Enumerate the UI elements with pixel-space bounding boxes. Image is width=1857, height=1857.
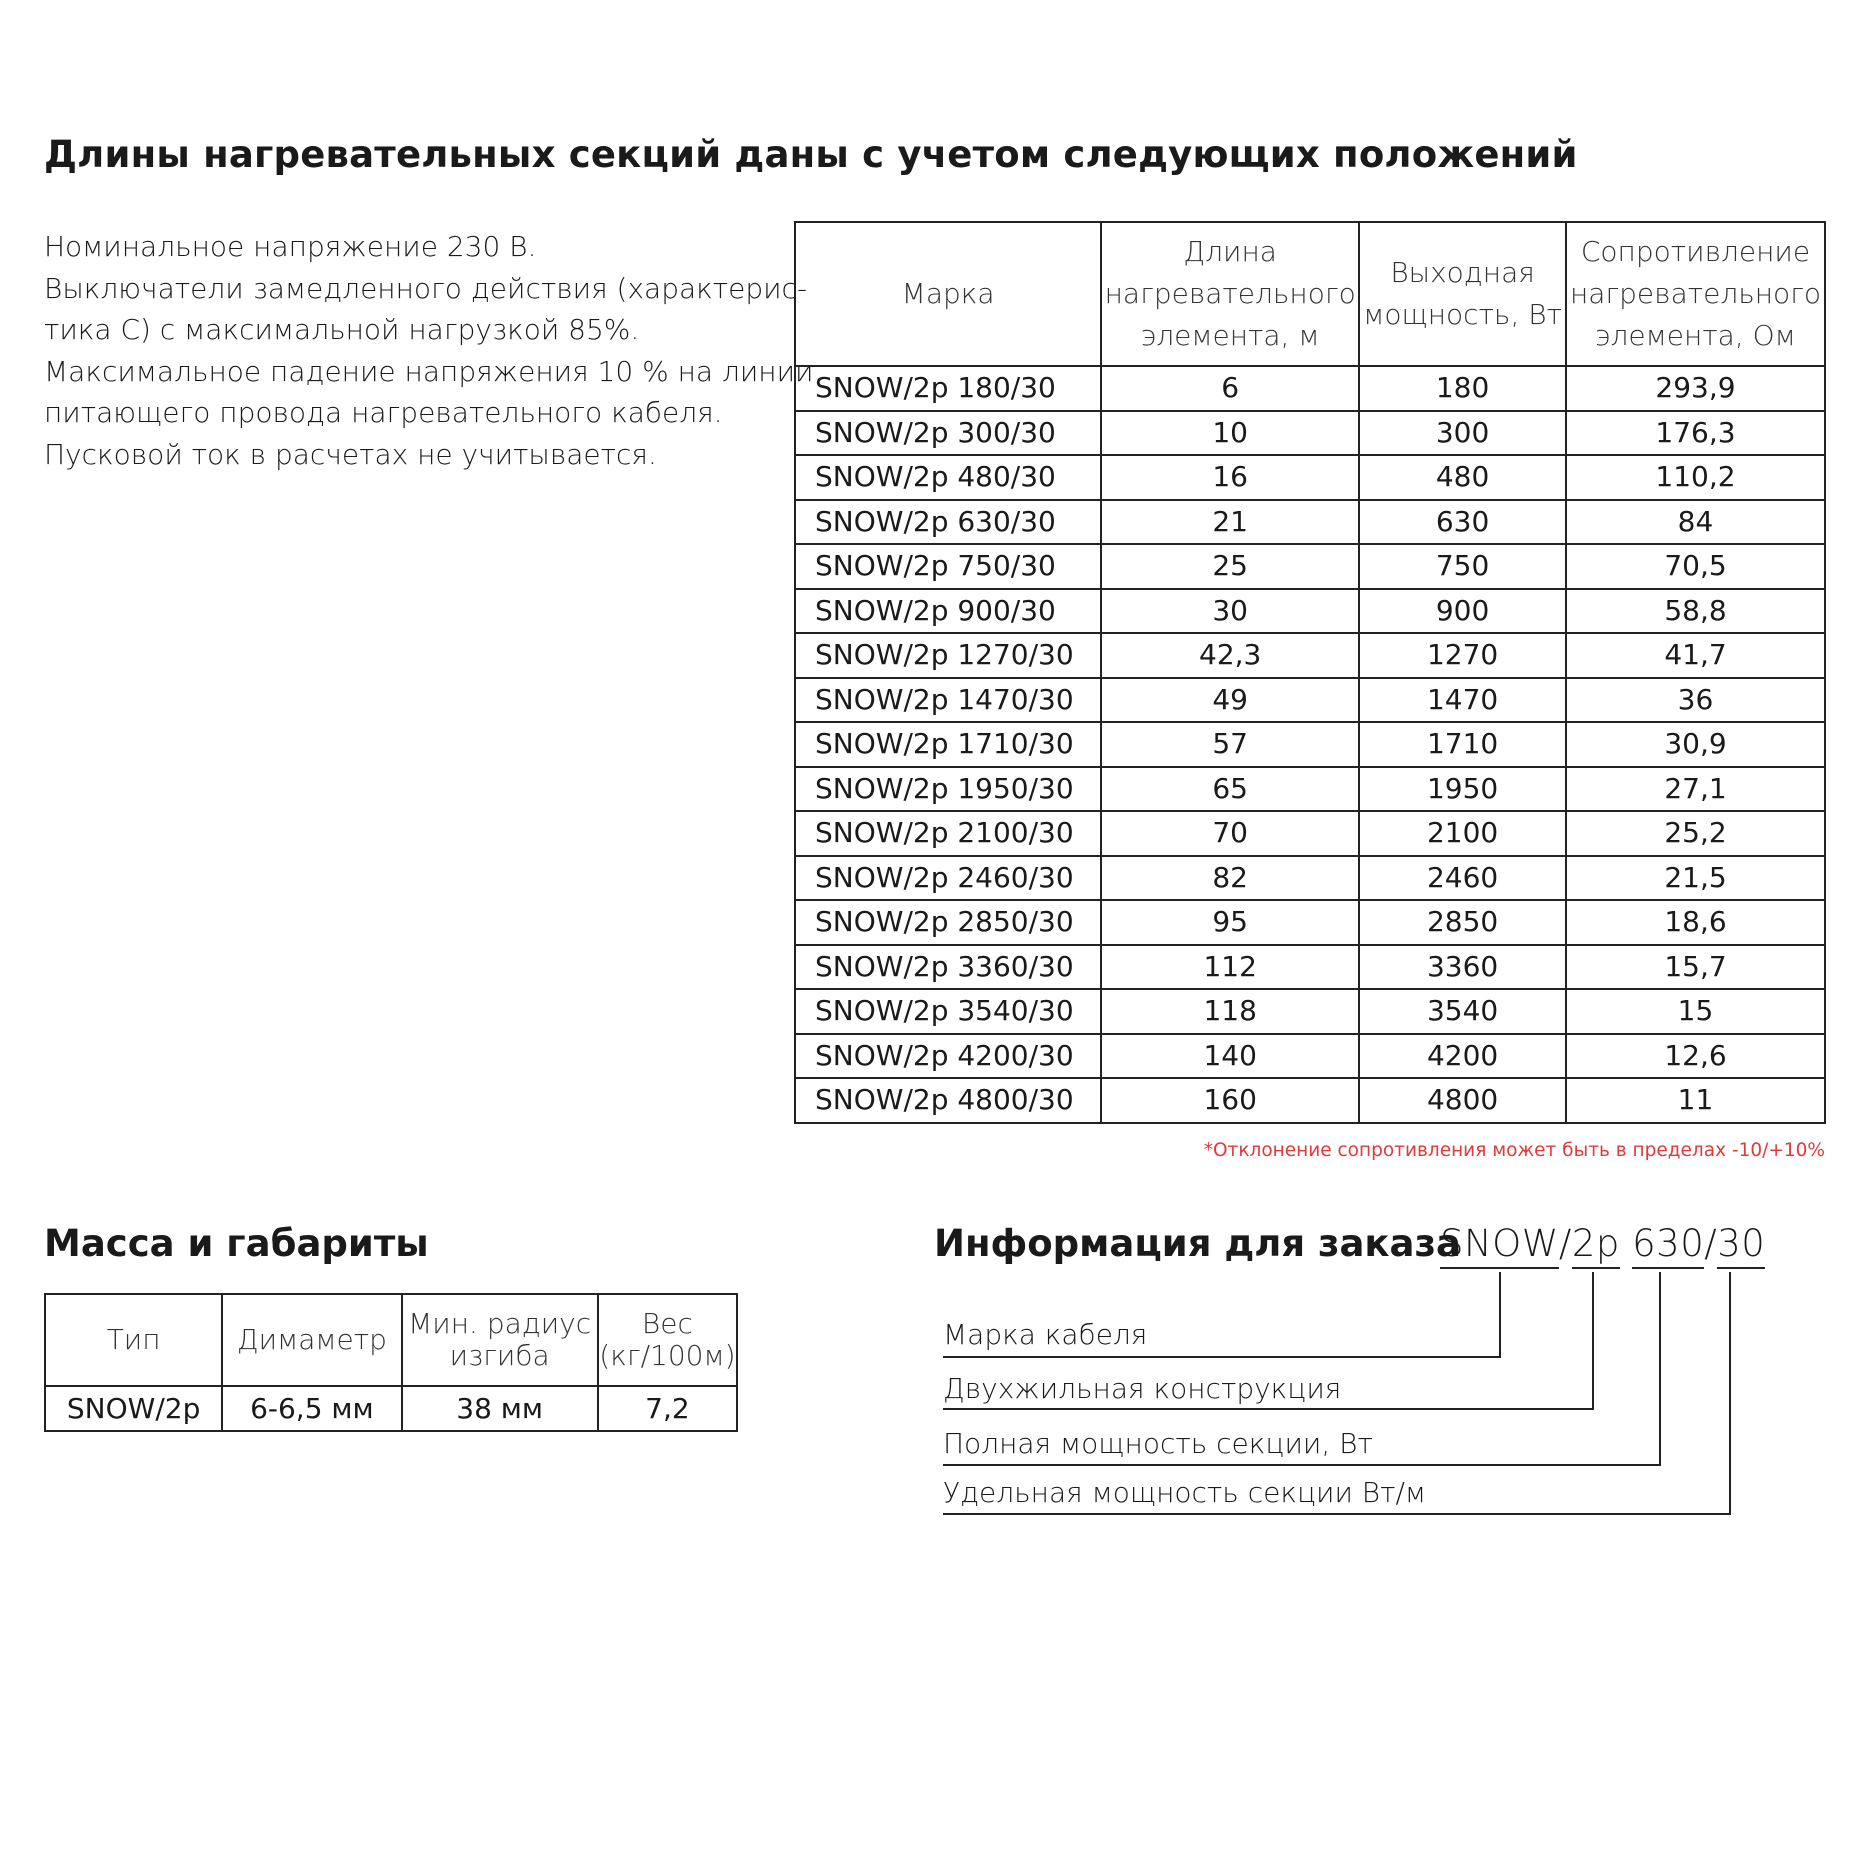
table-row (795, 500, 1825, 545)
order-label: Полная мощность секции, Вт (943, 1427, 1373, 1460)
cell-power: 1710 (1359, 722, 1566, 767)
order-label: Двухжильная конструкция (943, 1372, 1342, 1405)
cell-power: 3360 (1359, 945, 1566, 990)
cell-brand: SNOW/2p 4200/30 (795, 1034, 1101, 1079)
intro-line: Выключатели замедленного действия (характерис- (44, 271, 808, 305)
cell-resistance: 70,5 (1566, 544, 1825, 589)
cell-length: 30 (1101, 589, 1359, 634)
cell-diameter: 6-6,5 мм (222, 1386, 401, 1431)
cell-power: 1270 (1359, 633, 1566, 678)
cell-brand: SNOW/2p 2850/30 (795, 900, 1101, 945)
cell-brand: SNOW/2p 750/30 (795, 544, 1101, 589)
table-row (795, 945, 1825, 990)
cell-resistance: 110,2 (1566, 455, 1825, 500)
cell-power: 750 (1359, 544, 1566, 589)
order-label: Марка кабеля (943, 1318, 1148, 1351)
cell-resistance: 36 (1566, 678, 1825, 723)
intro-line: тика С) с максимальной нагрузкой 85%. (44, 313, 640, 346)
header-weight: Вес (кг/100м) (598, 1294, 737, 1386)
cell-brand: SNOW/2p 630/30 (795, 500, 1101, 545)
cell-length: 57 (1101, 722, 1359, 767)
header-resistance: Сопротивление нагревательного элемента, Ом (1566, 222, 1825, 366)
cell-brand: SNOW/2p 300/30 (795, 411, 1101, 456)
connector-line (1592, 1272, 1594, 1410)
table-row (795, 722, 1825, 767)
table-row (795, 767, 1825, 812)
header-type: Тип (45, 1294, 222, 1386)
cell-resistance: 18,6 (1566, 900, 1825, 945)
cell-brand: SNOW/2p 2460/30 (795, 856, 1101, 901)
cell-length: 160 (1101, 1078, 1359, 1123)
table-row (795, 900, 1825, 945)
connector-line (943, 1408, 1594, 1410)
cell-power: 2460 (1359, 856, 1566, 901)
connector-line (1499, 1272, 1501, 1358)
code-part: / (1704, 1222, 1718, 1265)
table-row (795, 1078, 1825, 1123)
table-row (795, 856, 1825, 901)
table-row (45, 1386, 737, 1431)
cell-resistance: 30,9 (1566, 722, 1825, 767)
cell-brand: SNOW/2p 2100/30 (795, 811, 1101, 856)
header-power: Выходная мощность, Вт (1359, 222, 1566, 366)
intro-line: Пусковой ток в расчетах не учитывается. (44, 437, 657, 471)
cell-length: 25 (1101, 544, 1359, 589)
cell-resistance: 176,3 (1566, 411, 1825, 456)
cell-resistance: 11 (1566, 1078, 1825, 1123)
cell-resistance: 293,9 (1566, 366, 1825, 411)
cell-power: 4800 (1359, 1078, 1566, 1123)
cell-brand: SNOW/2p 900/30 (795, 589, 1101, 634)
cell-power: 1470 (1359, 678, 1566, 723)
table-row (795, 678, 1825, 723)
intro-line: Максимальное падение напряжения 10 % на линии (44, 354, 814, 388)
table-row (795, 1034, 1825, 1079)
cell-length: 6 (1101, 366, 1359, 411)
cell-resistance: 25,2 (1566, 811, 1825, 856)
mass-table (44, 1293, 738, 1432)
table-row (795, 455, 1825, 500)
cell-resistance: 21,5 (1566, 856, 1825, 901)
cell-length: 21 (1101, 500, 1359, 545)
table-row (795, 589, 1825, 634)
cell-resistance: 41,7 (1566, 633, 1825, 678)
connector-line (1659, 1272, 1661, 1466)
cell-brand: SNOW/2p 3540/30 (795, 989, 1101, 1034)
cell-radius: 38 мм (402, 1386, 598, 1431)
order-code (1440, 1222, 1765, 1269)
cell-length: 95 (1101, 900, 1359, 945)
cell-brand: SNOW/2p 1470/30 (795, 678, 1101, 723)
resistance-note: *Отклонение сопротивления может быть в пределах -10/+10% (1203, 1140, 1825, 1161)
table-row (795, 811, 1825, 856)
cell-resistance: 12,6 (1566, 1034, 1825, 1079)
cell-power: 2850 (1359, 900, 1566, 945)
cell-length: 16 (1101, 455, 1359, 500)
cell-resistance: 58,8 (1566, 589, 1825, 634)
code-part: SNOW (1440, 1222, 1559, 1269)
table-row (795, 544, 1825, 589)
cell-length: 10 (1101, 411, 1359, 456)
cell-power: 300 (1359, 411, 1566, 456)
sections-table (794, 221, 1826, 1124)
cell-brand: SNOW/2p 180/30 (795, 366, 1101, 411)
cell-power: 1950 (1359, 767, 1566, 812)
table-row (795, 633, 1825, 678)
cell-length: 140 (1101, 1034, 1359, 1079)
cell-length: 42,3 (1101, 633, 1359, 678)
cell-brand: SNOW/2p 1710/30 (795, 722, 1101, 767)
page-title: Длины нагревательных секций даны с учетом следующих положений (44, 133, 1578, 176)
table-header-row (795, 222, 1825, 366)
header-radius: Мин. радиус изгиба (402, 1294, 598, 1386)
cell-resistance: 27,1 (1566, 767, 1825, 812)
cell-power: 900 (1359, 589, 1566, 634)
cell-length: 65 (1101, 767, 1359, 812)
cell-resistance: 15,7 (1566, 945, 1825, 990)
header-length: Длина нагревательного элемента, м (1101, 222, 1359, 366)
cell-brand: SNOW/2p 1270/30 (795, 633, 1101, 678)
mass-heading: Масса и габариты (44, 1222, 429, 1265)
cell-weight: 7,2 (598, 1386, 737, 1431)
cell-power: 630 (1359, 500, 1566, 545)
cell-power: 4200 (1359, 1034, 1566, 1079)
cell-power: 480 (1359, 455, 1566, 500)
header-diameter: Димаметр (222, 1294, 401, 1386)
connector-line (943, 1513, 1731, 1515)
code-part: 2p (1572, 1222, 1620, 1269)
table-row (795, 989, 1825, 1034)
connector-line (943, 1356, 1501, 1358)
order-heading: Информация для заказа (934, 1222, 1461, 1265)
cell-length: 112 (1101, 945, 1359, 990)
cell-brand: SNOW/2p 3360/30 (795, 945, 1101, 990)
header-brand: Марка (795, 222, 1101, 366)
cell-length: 70 (1101, 811, 1359, 856)
cell-power: 180 (1359, 366, 1566, 411)
cell-type: SNOW/2p (45, 1386, 222, 1431)
table-row (795, 411, 1825, 456)
cell-length: 49 (1101, 678, 1359, 723)
intro-text (44, 226, 814, 475)
intro-line: Номинальное напряжение 230 В. (44, 230, 537, 263)
cell-brand: SNOW/2p 1950/30 (795, 767, 1101, 812)
code-part: / (1558, 1222, 1572, 1265)
code-part: 30 (1717, 1222, 1765, 1269)
cell-brand: SNOW/2p 4800/30 (795, 1078, 1101, 1123)
cell-brand: SNOW/2p 480/30 (795, 455, 1101, 500)
order-label: Удельная мощность секции Вт/м (943, 1476, 1427, 1509)
connector-line (943, 1464, 1661, 1466)
table-header-row (45, 1294, 737, 1386)
intro-line: питающего провода нагревательного кабеля. (44, 396, 723, 429)
cell-resistance: 15 (1566, 989, 1825, 1034)
cell-power: 2100 (1359, 811, 1566, 856)
cell-length: 118 (1101, 989, 1359, 1034)
code-part: 630 (1632, 1222, 1704, 1269)
cell-power: 3540 (1359, 989, 1566, 1034)
connector-line (1729, 1272, 1731, 1515)
cell-resistance: 84 (1566, 500, 1825, 545)
table-row (795, 366, 1825, 411)
cell-length: 82 (1101, 856, 1359, 901)
